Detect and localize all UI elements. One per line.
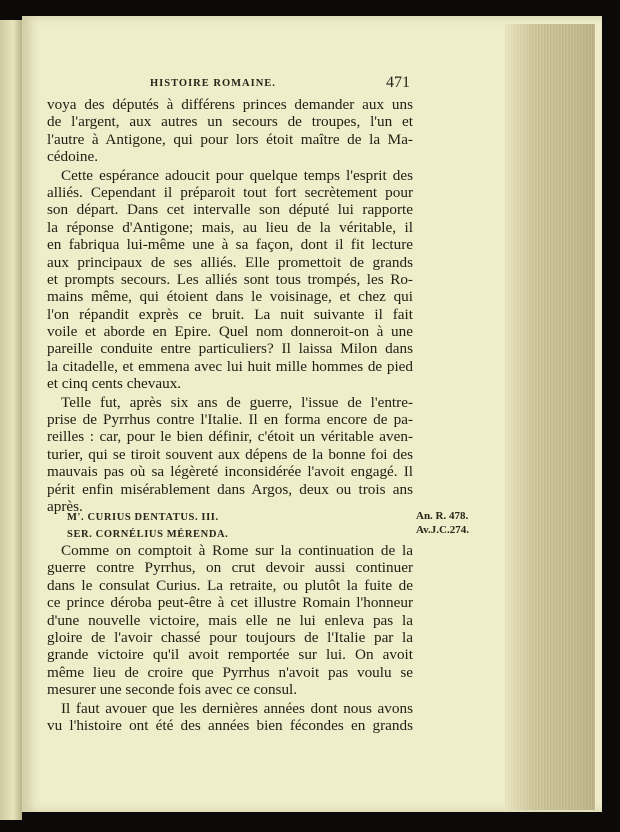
text-line: turier, qui se tiroit souvent aux dépens de la bonne foi des xyxy=(47,445,413,463)
text-line: Cette espérance adoucit pour quelque temps l'esprit des xyxy=(61,166,413,184)
text-line: cédoine. xyxy=(47,148,99,166)
text-line: guerre contre Pyrrhus, on crut devoir aussi continuer xyxy=(47,559,413,577)
running-title: HISTOIRE ROMAINE. xyxy=(150,78,276,89)
previous-page-edge xyxy=(0,20,22,820)
consul-line-2: SER. CORNÉLIUS MÉRENDA. xyxy=(67,529,229,540)
text-block-2 xyxy=(47,542,413,734)
text-line: mauvais pas où sa légèreté inconsidérée l'avoit engagé. Il xyxy=(47,463,413,481)
text-line: vu l'histoire ont été des années bien fécondes en grands xyxy=(47,716,413,734)
text-line: et prompts secours. Les alliés sont tous trompés, les Ro- xyxy=(47,270,413,288)
text-line: Comme on comptoit à Rome sur la continuation de la xyxy=(61,542,413,559)
text-line: périt enfin misérablement dans Argos, deux ou trois ans xyxy=(47,480,413,498)
page-number: 471 xyxy=(386,74,410,91)
text-line: dans le consulat Curius. La retraite, ou plutôt la fuite de xyxy=(47,576,413,594)
text-line: grande victoire qu'il avoit remportée sur lui. On avoit xyxy=(47,646,413,664)
text-line: mains même, qui étoient dans le voisinage, et chez qui xyxy=(47,288,413,306)
text-line: voya des députés à différens princes demander aux uns xyxy=(47,96,413,113)
margin-note-year-bc: Av.J.C.274. xyxy=(416,524,469,536)
paragraph xyxy=(47,542,413,699)
text-line: l'on répandit exprès ce bruit. La nuit suivante il fait xyxy=(47,305,413,323)
paragraph xyxy=(47,167,413,393)
text-line: de l'argent, aux autres un secours de troupes, l'un et xyxy=(47,113,413,131)
paragraph xyxy=(47,96,413,166)
text-line: gloire de l'avoir chassé pour toujours de l'Italie par la xyxy=(47,628,413,646)
paragraph xyxy=(47,700,413,735)
text-line: l'autre à Antigone, qui pour lors étoit maître de la Ma- xyxy=(47,130,413,148)
text-line: alliés. Cependant il préparoit tout fort secrètement pour xyxy=(47,183,413,201)
text-line: la citadelle, et emmena avec lui huit mille hommes de pied xyxy=(47,357,413,375)
text-line: même lieu de croire que Pyrrhus n'avoit pas voulu se xyxy=(47,663,413,681)
margin-note-year-rome: An. R. 478. xyxy=(416,510,469,522)
text-line: et cinq cents chevaux. xyxy=(47,375,182,393)
consul-line-1: M'. CURIUS DENTATUS. III. xyxy=(67,512,219,523)
text-block-1 xyxy=(47,96,413,515)
text-line: d'une nouvelle victoire, mais elle ne lui enleva pas la xyxy=(47,611,413,629)
text-line: aux principaux de ses alliés. Elle promettoit de grands xyxy=(47,253,413,271)
text-line: ce prince déroba peut-être à cet illustre Romain l'honneur xyxy=(47,594,413,612)
text-line: pareille conduite entre particuliers? Il laissa Milon dans xyxy=(47,340,413,358)
text-line: reilles : car, pour le bien définir, c'étoit un véritable aven- xyxy=(47,428,413,446)
text-line: prise de Pyrrhus contre l'Italie. Il en forma encore de pa- xyxy=(47,411,413,429)
text-line: mesurer une seconde fois avec ce consul. xyxy=(47,681,298,699)
text-line: son départ. Dans cet intervalle son député lui rapporte xyxy=(47,201,413,219)
text-line: voile et aborde en Epire. Quel nom donneroit-on à une xyxy=(47,323,413,341)
text-line: la réponse d'Antigone; mais, au lieu de la véritable, il xyxy=(47,218,413,236)
page-edges xyxy=(505,24,595,810)
text-line: après. xyxy=(47,497,83,515)
paragraph xyxy=(47,394,413,516)
text-line: Il faut avouer que les dernières années dont nous avons xyxy=(61,699,413,717)
text-line: en fabriqua lui-même une à sa façon, dont il fit lecture xyxy=(47,236,413,254)
text-line: Telle fut, après six ans de guerre, l'issue de l'entre- xyxy=(61,393,413,411)
